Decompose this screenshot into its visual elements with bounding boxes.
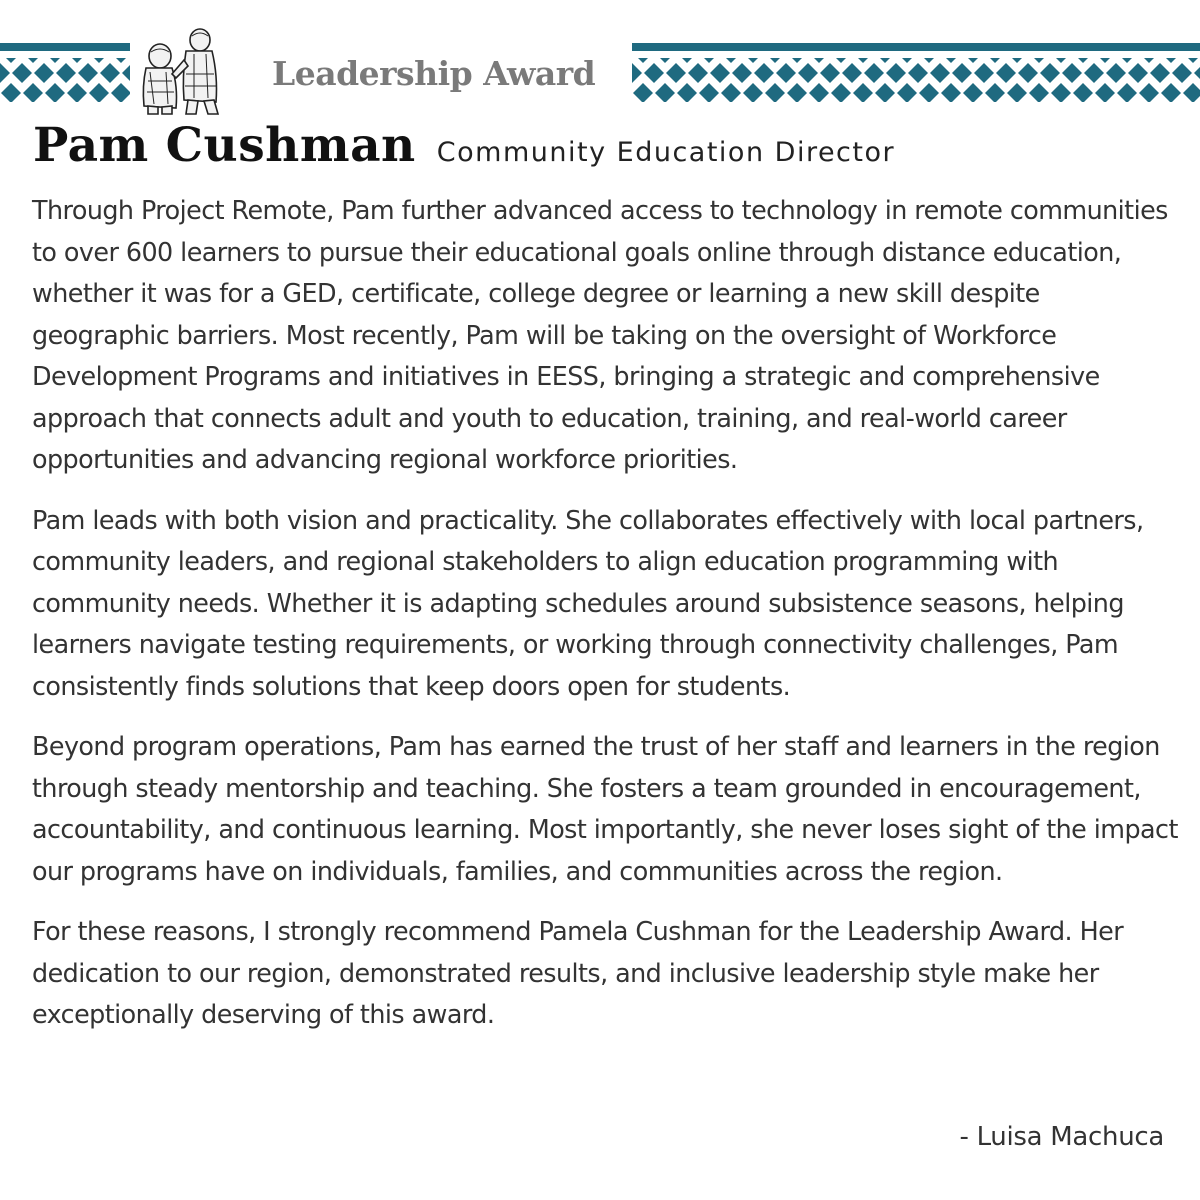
nominee-name: Pam Cushman	[33, 118, 416, 173]
signature: - Luisa Machuca	[959, 1122, 1164, 1152]
nominee-header	[33, 118, 895, 173]
award-title: Leadership Award	[272, 54, 596, 93]
paragraph: Through Project Remote, Pam further advanced access to technology in remote communities to over 600 learners to pursue their educational goals online through distance education, whether it was for a GED, certificate, college degree or learning a new skill despite geographic barriers. Most recently, Pam will be taking on the oversight of Workforce Development Programs and initiatives in EESS, bringing a strategic and comprehensive approach that connects adult and youth to education, training, and real‑world career opportunities and advancing regional workforce priorities.	[32, 195, 1168, 474]
nominee-role: Community Education Director	[436, 137, 896, 168]
paragraph: Beyond program operations, Pam has earned the trust of her staff and learners in the region through steady mentorship and teaching. She fosters a team grounded in encouragement, accountability, and continuous learning. Most importantly, she never loses sight of the impact our programs have on individuals, families, and communities across the region.	[32, 731, 1178, 886]
decorative-border-left	[0, 43, 130, 105]
decorative-border-right	[632, 43, 1200, 105]
people-illustration-icon	[136, 26, 226, 118]
paragraph: Pam leads with both vision and practicality. She collaborates effectively with local partners, community leaders, and regional stakeholders to align education programming with community needs. Whether it is adapting schedules around subsistence seasons, helping learners navigate testing requirements, or working through connectivity challenges, Pam consistently finds solutions that keep doors open for students.	[32, 504, 1144, 701]
paragraph: For these reasons, I strongly recommend Pamela Cushman for the Leadership Award. Her dedication to our region, demonstrated results, and inclusive leadership style make her exceptionally deserving of this award.	[32, 916, 1124, 1029]
nomination-body	[32, 190, 1182, 1055]
